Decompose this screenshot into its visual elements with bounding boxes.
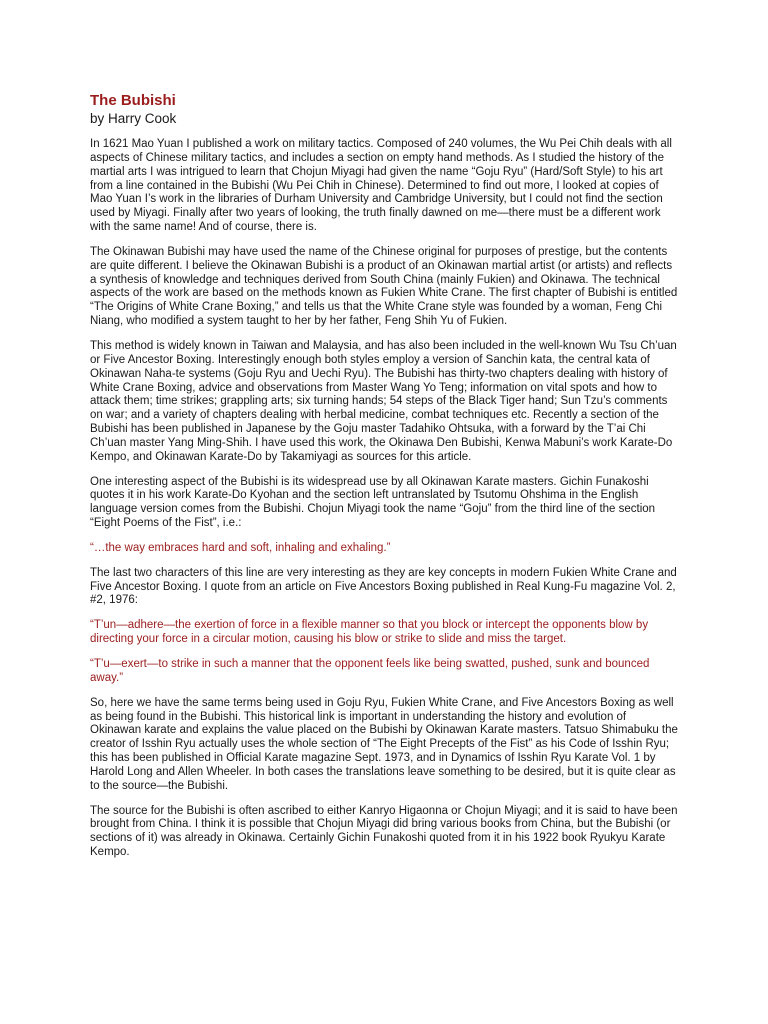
paragraph: So, here we have the same terms being used in Goju Ryu, Fukien White Crane, and Five Ancestors Boxing as well as being found in the Bubishi. This historical link is important in understanding the history and evolution of Okinawan karate and explains the value placed on the Bubishi by Okinawan Karate masters. Tatsuo Shimabuku the creator of Isshin Ryu actually uses the whole section of “The Eight Precepts of the Fist” as his Code of Isshin Ryu; this has been published in Official Karate magazine Sept. 1973, and in Dynamics of Isshin Ryu Karate Vol. 1 by Harold Long and Allen Wheeler. In both cases the translations leave something to be desired, but it is quite clear as to the source—the Bubishi. [90,696,678,792]
paragraph: In 1621 Mao Yuan I published a work on military tactics. Composed of 240 volumes, the Wu Pei Chih deals with all aspects of Chinese military tactics, and includes a section on empty hand methods. As I studied the history of the martial arts I was intrigued to learn that Chojun Miyagi had given the name “Goju Ryu” (Hard/Soft Style) to his art from a line contained in the Bubishi (Wu Pei Chih in Chinese). Determined to find out more, I looked at copies of Mao Yuan I’s work in the libraries of Durham University and Cambridge University, but I could not find the section used by Miyagi. Finally after two years of looking, the truth finally dawned on me—there must be a different work with the same name! And of course, there is. [90,138,672,234]
paragraph: The last two characters of this line are very interesting as they are key concepts in modern Fukien White Crane and Five Ancestor Boxing. I quote from an article on Five Ancestors Boxing published in Real Kung-Fu magazine Vol. 2, #2, 1976: [90,566,677,607]
paragraph: The Okinawan Bubishi may have used the name of the Chinese original for purposes of prestige, but the contents are quite different. I believe the Okinawan Bubishi is a product of an Okinawan martial artist (or artists) and reflects a synthesis of knowledge and techniques derived from South China (mainly Fukien) and Okinawa. The technical aspects of the work are based on the methods known as Fukien White Crane. The first chapter of Bubishi is entitled “The Origins of White Crane Boxing,” and tells us that the White Crane style was founded by a woman, Feng Chi Niang, who modified a system taught to her by her father, Feng Shih Yu of Fukien. [90,245,678,328]
article-byline: by Harry Cook [90,111,177,126]
quotation: “T’u—exert—to strike in such a manner that the opponent feels like being swatted, pushed, sunk and bounced away.” [90,658,650,684]
article [90,92,680,871]
paragraph: This method is widely known in Taiwan and Malaysia, and has also been included in the well-known Wu Tsu Ch’uan or Five Ancestor Boxing. Interestingly enough both styles employ a version of Sanchin kata, the central kata of Okinawan Naha-te systems (Goju Ryu and Uechi Ryu). The Bubishi has thirty-two chapters dealing with history of White Crane Boxing, advice and observations from Master Wang Yo Teng; information on vital spots and how to attack them; time strikes; grappling arts; six turning hands; 54 steps of the Black Tiger hand; Sun Tzu’s comments on war; and a variety of chapters dealing with herbal medicine, combat techniques etc. Recently a section of the Bubishi has been published in Japanese by the Goju master Tadahiko Ohtsuka, with a forward by the T’ai Chi Ch’uan master Yang Ming-Shih. I have used this work, the Okinawa Den Bubishi, Kenwa Mabuni’s work Karate-Do Kempo, and Okinawan Karate-Do by Takamiyagi as sources for this article. [90,339,677,463]
quotation: “…the way embraces hard and soft, inhaling and exhaling.” [90,541,391,554]
quotation: “T’un—adhere—the exertion of force in a flexible manner so that you block or intercept the opponents blow by directing your force in a circular motion, causing his blow or strike to slide and miss the target. [90,619,649,646]
paragraph: The source for the Bubishi is often ascribed to either Kanryo Higaonna or Chojun Miyagi; and it is said to have been brought from China. I think it is possible that Chojun Miyagi did bring various books from China, but the Bubishi (or sections of it) was already in Okinawa. Certainly Gichin Funakoshi quoted from it in his 1922 book Ryukyu Karate Kempo. [90,804,678,859]
article-title: The Bubishi [90,92,176,109]
paragraph: One interesting aspect of the Bubishi is its widespread use by all Okinawan Karate masters. Gichin Funakoshi quotes it in his work Karate-Do Kyohan and the section left untranslated by Tsutomu Ohshima in the English language version comes from the Bubishi. Chojun Miyagi took the name “Goju” from the third line of the section “Eight Poems of the Fist”, i.e.: [90,475,656,530]
